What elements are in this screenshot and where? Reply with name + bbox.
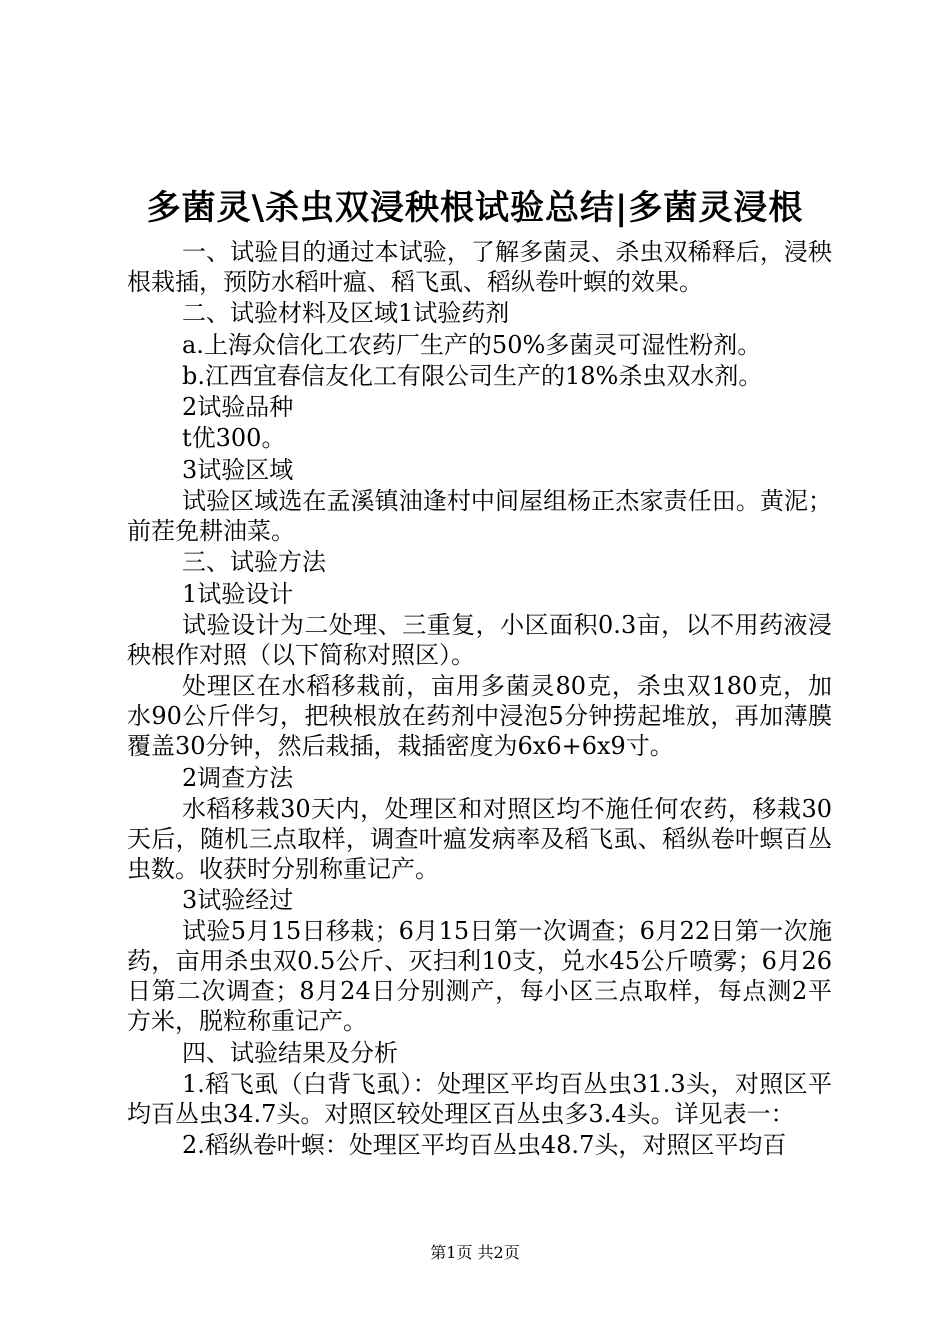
paragraph-12: 处理区在水稻移栽前，亩用多菌灵80克，杀虫双180克，加水90公斤伴匀，把秧根放在药剂中浸泡5分钟捞起堆放，再加薄膜覆盖30分钟，然后栽插，栽插密度为6x6+6x9寸。 (127, 672, 832, 761)
page-footer: 第1页 共2页 (430, 1243, 520, 1262)
paragraph-19: 2.稻纵卷叶螟：处理区平均百丛虫48.7头，对照区平均百 (182, 1131, 787, 1160)
paragraph-8: 试验区域选在孟溪镇油逢村中间屋组杨正杰家责任田。黄泥；前茬免耕油菜。 (127, 487, 832, 546)
paragraph-13: 2调查方法 (182, 763, 294, 792)
paragraph-15: 3试验经过 (182, 886, 294, 915)
paragraph-11: 试验设计为二处理、三重复，小区面积0.3亩，以不用药液浸秧根作对照（以下简称对照区）。 (127, 610, 832, 669)
paragraph-7: 3试验区域 (182, 455, 294, 484)
document-body (127, 237, 832, 1162)
paragraph-16: 试验5月15日移栽；6月15日第一次调查；6月22日第一次施药，亩用杀虫双0.5公斤、灭扫利10支，兑水45公斤喷雾；6月26日第二次调查；8月24日分别测产，每小区三点取样，每点测2平方米，脱粒称重记产。 (127, 917, 832, 1036)
paragraph-3: a.上海众信化工农药厂生产的50%多菌灵可湿性粉剂。 (182, 330, 762, 359)
document-title: 多菌灵\杀虫双浸秧根试验总结|多菌灵浸根 (146, 188, 804, 228)
paragraph-18: 1.稻飞虱（白背飞虱）：处理区平均百丛虫31.3头，对照区平均百丛虫34.7头。对照区较处理区百丛虫多3.4头。详见表一： (127, 1070, 832, 1129)
paragraph-17: 四、试验结果及分析 (182, 1038, 398, 1067)
paragraph-9: 三、试验方法 (182, 548, 326, 577)
paragraph-5: 2试验品种 (182, 393, 294, 422)
paragraph-2: 二、试验材料及区域1试验药剂 (182, 299, 510, 328)
paragraph-1: 一、试验目的通过本试验，了解多菌灵、杀虫双稀释后，浸秧根栽插，预防水稻叶瘟、稻飞虱、稻纵卷叶螟的效果。 (127, 238, 832, 296)
paragraph-14: 水稻移栽30天内，处理区和对照区均不施任何农药，移栽30天后，随机三点取样，调查叶瘟发病率及稻飞虱、稻纵卷叶螟百丛虫数。收获时分别称重记产。 (127, 794, 832, 883)
paragraph-4: b.江西宜春信友化工有限公司生产的18%杀虫双水剂。 (182, 361, 763, 390)
paragraph-10: 1试验设计 (182, 579, 294, 608)
paragraph-6: t优300。 (182, 424, 286, 453)
